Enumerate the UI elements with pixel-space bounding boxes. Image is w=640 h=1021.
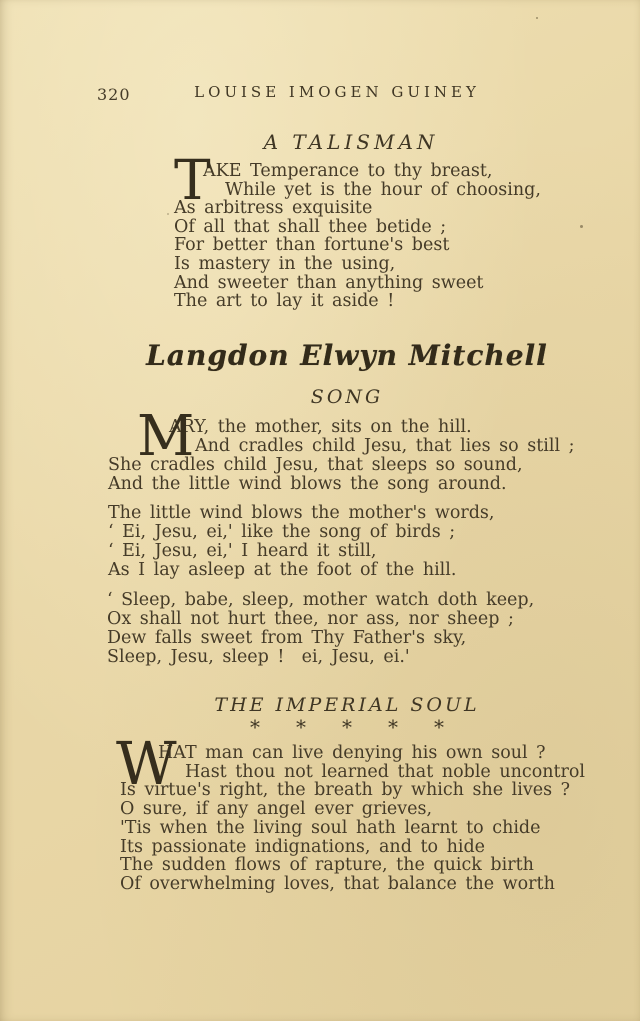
page-number: 320	[97, 85, 131, 104]
asterisk: *	[296, 715, 306, 739]
poem-title-song: SONG	[310, 386, 384, 408]
poem-line: Sleep, Jesu, sleep ! ei, Jesu, ei.'	[107, 647, 410, 667]
poem-line: AKE Temperance to thy breast,	[203, 161, 493, 181]
poem-line: Of all that shall thee betide ;	[174, 216, 447, 237]
poem-line: The art to lay it aside !	[174, 291, 395, 312]
poem-line: As I lay asleep at the foot of the hill.	[108, 560, 457, 580]
poem-line: Its passionate indignations, and to hide	[120, 836, 486, 857]
drop-cap-w: W	[116, 729, 177, 798]
poem-line: Dew falls sweet from Thy Father's sky,	[107, 628, 467, 648]
poem-line: Is mastery in the using,	[174, 253, 396, 274]
poem-line: Ox shall not hurt thee, nor ass, nor sheep ;	[107, 609, 514, 629]
poem-line: O sure, if any angel ever grieves,	[120, 799, 433, 820]
poem-line: ‘ Sleep, babe, sleep, mother watch doth keep,	[107, 590, 535, 610]
ink-speck	[536, 17, 538, 19]
poem-line: ARY, the mother, sits on the hill.	[169, 417, 472, 437]
poem-line: 'Tis when the living soul hath learnt to chide	[120, 817, 541, 838]
poem-line: ‘ Ei, Jesu, ei,' like the song of birds ;	[108, 522, 456, 542]
poem-line: Is virtue's right, the breath by which she lives ?	[120, 780, 571, 801]
poem-line: And cradles child Jesu, that lies so still ;	[195, 436, 575, 456]
poem-line: Of overwhelming loves, that balance the worth	[120, 873, 555, 894]
poem-title-a-talisman: A TALISMAN	[263, 130, 439, 154]
asterisk: *	[250, 715, 260, 739]
poem-line: For better than fortune's best	[174, 235, 450, 256]
poem-line: The little wind blows the mother's words,	[108, 503, 495, 523]
poem-title-imperial-soul: THE IMPERIAL SOUL	[214, 694, 480, 716]
running-header: LOUISE IMOGEN GUINEY	[194, 83, 480, 101]
poem-line: While yet is the hour of choosing,	[225, 179, 541, 200]
drop-cap-m: M	[137, 404, 195, 469]
poem-line: She cradles child Jesu, that sleeps so sound,	[108, 455, 523, 475]
song-stanza-1	[108, 404, 575, 494]
author-heading-blackletter: Langdon Elwyn Mitchell	[146, 339, 548, 372]
poem-line: As arbitress exquisite	[174, 198, 373, 219]
poem-line: And sweeter than anything sweet	[174, 272, 484, 293]
poem-line: The sudden flows of rapture, the quick birth	[120, 855, 534, 876]
poem-line: ‘ Ei, Jesu, ei,' I heard it still,	[108, 541, 377, 561]
poem-line: HAT man can live denying his own soul ?	[158, 743, 546, 763]
poem-imperial-soul	[116, 729, 586, 894]
asterisk: *	[388, 715, 398, 739]
song-stanza-2	[108, 504, 494, 580]
asterisk: *	[342, 715, 352, 739]
poem-line: Hast thou not learned that noble uncontrol	[185, 761, 586, 782]
asterisk: *	[434, 715, 444, 739]
ink-speck	[580, 225, 583, 228]
poem-a-talisman	[174, 148, 541, 312]
song-stanza-3	[107, 591, 534, 667]
poem-line: And the little wind blows the song around.	[108, 474, 507, 494]
ink-speck	[167, 213, 169, 215]
drop-cap-t: T	[174, 148, 211, 212]
